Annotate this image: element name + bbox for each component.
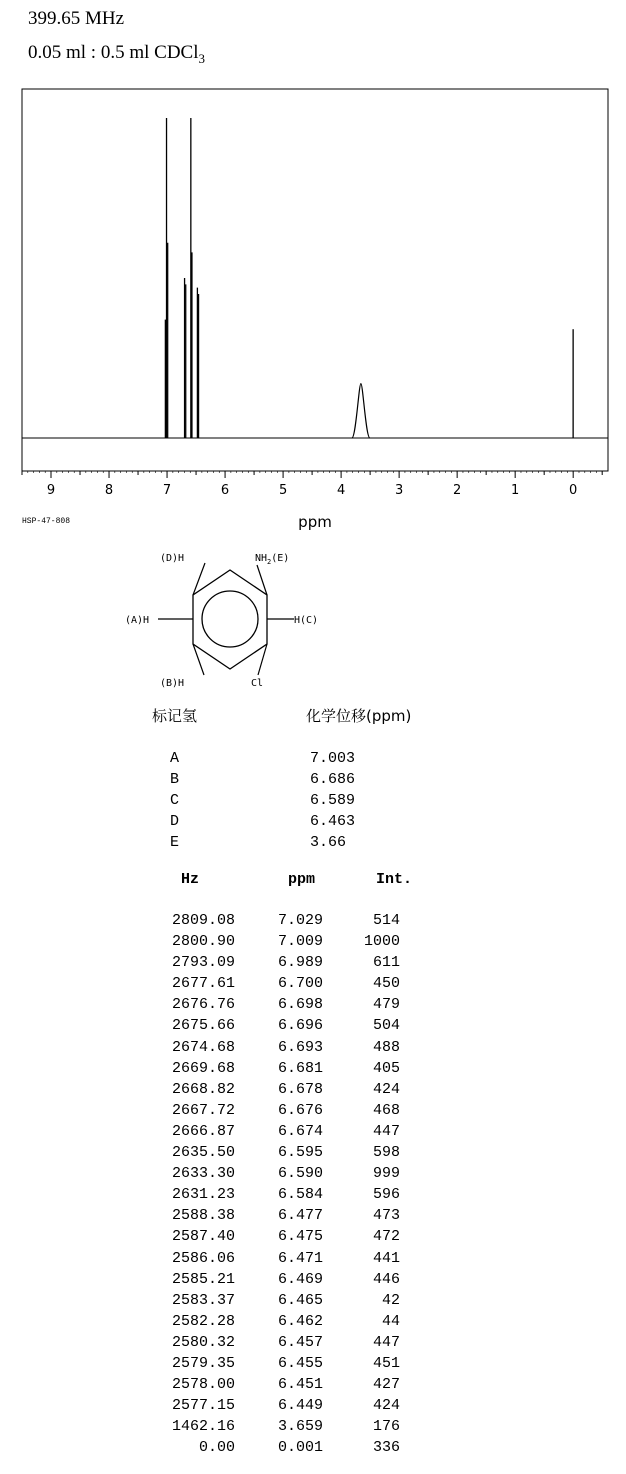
peak-int: 514 [372,912,400,929]
peak-ppm: 6.475 [277,1228,323,1246]
label-e [255,553,289,566]
peak-int: 427 [372,1376,400,1394]
peak-row [150,1121,400,1142]
peak-int: 611 [372,954,400,972]
label-a: (A)H [125,615,150,626]
peak-row [150,1205,400,1226]
nmr-spectrum-chart [0,80,626,540]
assignment-table [170,748,390,853]
assignment-label-header: 标记氢 [152,707,198,725]
peak-ppm: 6.676 [277,1101,323,1119]
peak-row [150,1248,400,1269]
peak-ppm: 6.700 [277,975,323,993]
assignment-shift: 7.003 [310,750,356,767]
bond-e [257,565,267,595]
assignment-shift: 6.463 [310,813,356,830]
tick-label: 2 [453,483,462,498]
peak-int: 504 [372,1017,400,1035]
peak-hz: 2676.76 [171,996,235,1014]
peak-row [150,1037,400,1058]
peak-ppm: 6.698 [277,996,323,1014]
tick-label: 8 [104,483,114,498]
assignment-row [170,790,390,811]
label-e-subscript: 2 [267,558,272,566]
peak-ppm: 6.449 [277,1397,323,1415]
peak-row [150,1100,400,1121]
peak-ppm: 6.595 [277,1144,323,1162]
peak-hz: 2577.15 [171,1397,235,1415]
peak-ppm: 6.681 [277,1059,323,1077]
peak-hz: 1462.16 [171,1418,235,1436]
label-cl: Cl [251,678,264,689]
peak-int: 451 [372,1354,400,1372]
peak-ppm: 6.678 [277,1080,323,1098]
peak-int: 441 [372,1249,400,1267]
tick-label: 3 [394,483,404,498]
peak-table [150,910,400,1458]
peak-ppm: 6.696 [277,1017,323,1035]
assignment-label: B [170,771,180,788]
label-e-suffix: (E) [271,553,290,564]
label-b: (B)H [160,678,185,689]
assignment-row [170,748,390,769]
peak-ppm: 6.590 [277,1165,323,1183]
tick-label: 5 [278,483,288,498]
peak-hz: 2586.06 [171,1249,235,1267]
peak-ppm: 6.471 [277,1249,323,1267]
peak-row [150,1416,400,1437]
peak-hz: 2582.28 [171,1312,235,1330]
spectrometer-frequency: 399.65 MHz [28,8,125,29]
peak-row [150,973,400,994]
concentration-text: 0.05 ml : 0.5 ml CDCl [28,42,199,63]
peak-hz: 2667.72 [171,1101,235,1119]
tick-labels [47,483,577,498]
label-e-prefix: NH [255,553,268,564]
assignment-label: A [170,750,180,767]
peak-row [150,1290,400,1311]
peak-hz: 2578.00 [171,1376,235,1394]
assignment-row [170,811,390,832]
peak-row [150,1353,400,1374]
peak-broad [352,384,370,438]
aromatic-circle [202,591,258,647]
assignment-label: E [170,834,180,851]
peak-ppm: 3.659 [277,1418,323,1436]
peak-row [150,1311,400,1332]
peak-ppm: 0.001 [277,1439,323,1457]
peak-int: 473 [372,1207,400,1225]
peak-hz: 2668.82 [171,1080,235,1098]
molecule-structure [110,545,350,695]
assignment-shift: 3.66 [310,834,347,851]
peak-int: 468 [372,1101,400,1119]
peak-int: 1000 [363,933,400,951]
peak-hz: 2809.08 [171,912,235,929]
peak-row [150,1079,400,1100]
peak-row [150,1163,400,1184]
peak-ppm: 6.457 [277,1333,323,1351]
assignment-row [170,832,390,853]
peak-ppm: 6.451 [277,1376,323,1394]
peak-int: 424 [372,1080,400,1098]
peak-hz: 2631.23 [171,1186,235,1204]
peak-ppm: 6.693 [277,1038,323,1056]
peak-hz: 2669.68 [171,1059,235,1077]
peak-int: 424 [372,1397,400,1415]
peak-ppm: 6.477 [277,1207,323,1225]
peak-int: 447 [372,1333,400,1351]
peak-row [150,1332,400,1353]
assignment-row [170,769,390,790]
peak-row [150,910,400,931]
peak-row [150,1142,400,1163]
x-axis-label: ppm [298,513,332,531]
peak-int: 446 [372,1270,400,1288]
tick-label: 6 [220,483,230,498]
peak-row [150,1437,400,1458]
peak-hz: 2800.90 [171,933,235,951]
peak-row [150,1395,400,1416]
peak-int: 405 [372,1059,400,1077]
peak-int: 44 [381,1312,400,1330]
bond-b [193,644,204,675]
assignment-label: D [170,813,180,830]
header-int: Int. [375,871,412,888]
peak-ppm: 7.009 [277,933,323,951]
peak-row [150,1184,400,1205]
assignment-label: C [170,792,180,809]
peak-row [150,931,400,952]
spectrum-id: HSP-47-808 [22,517,71,526]
peak-int: 488 [372,1038,400,1056]
peak-ppm: 6.469 [277,1270,323,1288]
peak-int: 472 [372,1228,400,1246]
peak-int: 447 [372,1122,400,1140]
peak-int: 598 [372,1144,400,1162]
assignment-shift: 6.589 [310,792,356,809]
peak-hz: 2583.37 [171,1291,235,1309]
peak-hz: 2674.68 [171,1038,235,1056]
peak-ppm: 7.029 [277,912,323,929]
peak-row [150,1226,400,1247]
peak-row [150,1269,400,1290]
peak-table-header [150,871,412,888]
peak-hz: 0.00 [198,1439,235,1457]
peak-int: 42 [381,1291,400,1309]
peak-hz: 2677.61 [171,975,235,993]
peak-ppm: 6.455 [277,1354,323,1372]
peak-hz: 2585.21 [171,1270,235,1288]
peak-ppm: 6.674 [277,1122,323,1140]
peak-row [150,1058,400,1079]
peak-int: 999 [372,1165,400,1183]
peak-ppm: 6.462 [277,1312,323,1330]
peak-hz: 2580.32 [171,1333,235,1351]
peak-row [150,1374,400,1395]
peak-int: 479 [372,996,400,1014]
peak-ppm: 6.584 [277,1186,323,1204]
tick-label: 1 [511,483,520,498]
peak-int: 336 [372,1439,400,1457]
peak-row [150,1015,400,1036]
peak-hz: 2587.40 [171,1228,235,1246]
peak-hz: 2635.50 [171,1144,235,1162]
peak-row [150,994,400,1015]
peak-int: 596 [372,1186,400,1204]
tick-label: 4 [336,483,346,498]
peak-hz: 2579.35 [171,1354,235,1372]
label-d: (D)H [160,553,185,564]
tick-label: 0 [569,483,578,498]
benzene-ring [193,570,267,669]
label-c: H(C) [294,615,319,626]
assignment-shift: 6.686 [310,771,356,788]
sample-concentration [28,42,205,67]
peak-hz: 2588.38 [171,1207,235,1225]
concentration-subscript: 3 [198,50,205,66]
tick-label: 7 [162,483,172,498]
plot-frame [22,89,608,471]
peak-ppm: 6.465 [277,1291,323,1309]
peak-hz: 2666.87 [171,1122,235,1140]
peak-hz: 2633.30 [171,1165,235,1183]
peak-row [150,952,400,973]
peak-ppm: 6.989 [277,954,323,972]
tick-label: 9 [46,483,56,498]
peak-hz: 2675.66 [171,1017,235,1035]
header-ppm: ppm [287,871,315,888]
assignment-shift-header: 化学位移(ppm) [306,707,412,725]
peak-int: 450 [372,975,400,993]
peak-int: 176 [372,1418,400,1436]
peak-hz: 2793.09 [171,954,235,972]
peak-lines [165,118,573,438]
header-hz: Hz [180,871,199,888]
